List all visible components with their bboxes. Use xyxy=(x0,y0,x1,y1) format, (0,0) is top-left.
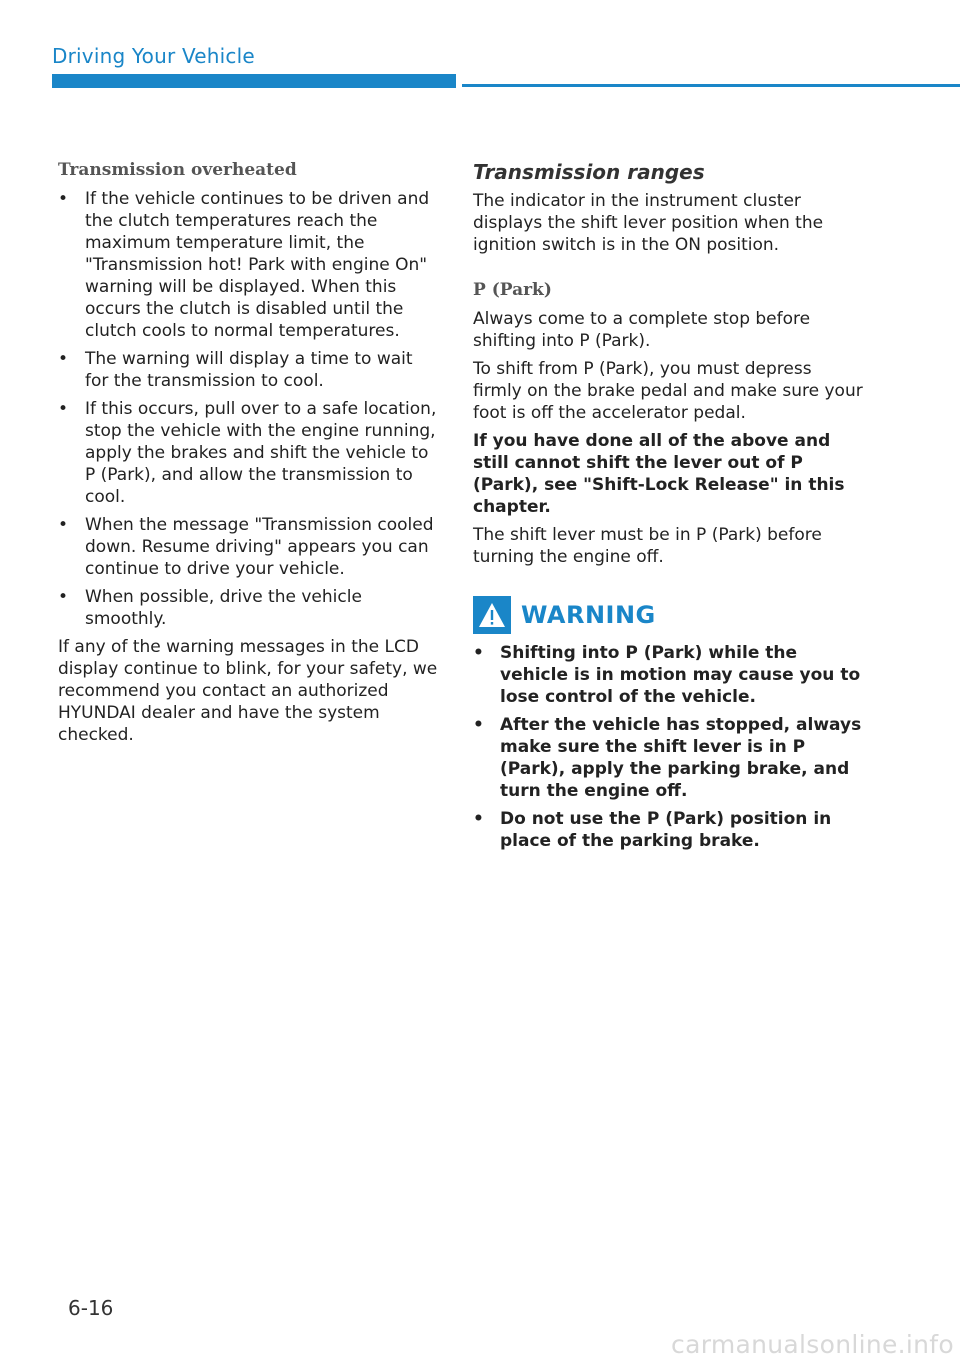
dealer-paragraph: If any of the warning messages in the LCD display continue to blink, for your safety, we recommend you contact an authorized HYUNDAI dealer and have the system checked. xyxy=(58,637,438,745)
list-item: • When possible, drive the vehicle smoothly. xyxy=(58,586,440,630)
list-item: • If this occurs, pull over to a safe location, stop the vehicle with the engine running, apply the brakes and shift the vehicle to P (Park), and allow the transmission to cool. xyxy=(58,398,440,508)
list-item: • If the vehicle continues to be driven and the clutch temperatures reach the maximum temperature limit, the "Transmission hot! Park with engine On" warning will be displayed. When this occurs the clutch is disabled until the clutch cools to normal temperatures. xyxy=(58,188,440,342)
transmission-ranges-heading: Transmission ranges xyxy=(473,160,705,184)
transmission-overheated-heading: Transmission overheated xyxy=(58,160,297,180)
left-column xyxy=(58,160,440,752)
park-note-bold: If you have done all of the above and still cannot shift the lever out of P (Park), see "Shift-Lock Release" in this chapter. xyxy=(473,431,845,517)
page-number: 6-16 xyxy=(68,1296,114,1320)
list-item: • Do not use the P (Park) position in place of the parking brake. xyxy=(473,808,863,852)
park-paragraph: The shift lever must be in P (Park) before turning the engine off. xyxy=(473,525,822,567)
warning-triangle-icon xyxy=(473,596,511,634)
park-heading: P (Park) xyxy=(473,280,552,300)
list-item: • The warning will display a time to wait for the transmission to cool. xyxy=(58,348,440,392)
header-rule xyxy=(462,84,960,87)
park-paragraph: Always come to a complete stop before shifting into P (Park). xyxy=(473,309,811,351)
watermark: carmanualsonline.info xyxy=(671,1330,954,1359)
warning-title: WARNING xyxy=(521,601,656,629)
list-item: • When the message "Transmission cooled down. Resume driving" appears you can continue to drive your vehicle. xyxy=(58,514,440,580)
warning-bullet-list xyxy=(473,642,863,852)
right-column xyxy=(473,160,863,858)
warning-header xyxy=(473,596,863,634)
header-bar xyxy=(52,74,456,88)
park-paragraph: To shift from P (Park), you must depress firmly on the brake pedal and make sure your foot is off the accelerator pedal. xyxy=(473,359,863,423)
list-item: • Shifting into P (Park) while the vehicle is in motion may cause you to lose control of the vehicle. xyxy=(473,642,863,708)
overheated-bullet-list xyxy=(58,188,440,630)
section-title: Driving Your Vehicle xyxy=(52,44,255,68)
ranges-intro: The indicator in the instrument cluster displays the shift lever position when the ignition switch is in the ON position. xyxy=(473,191,824,255)
list-item: • After the vehicle has stopped, always make sure the shift lever is in P (Park), apply the parking brake, and turn the engine off. xyxy=(473,714,863,802)
